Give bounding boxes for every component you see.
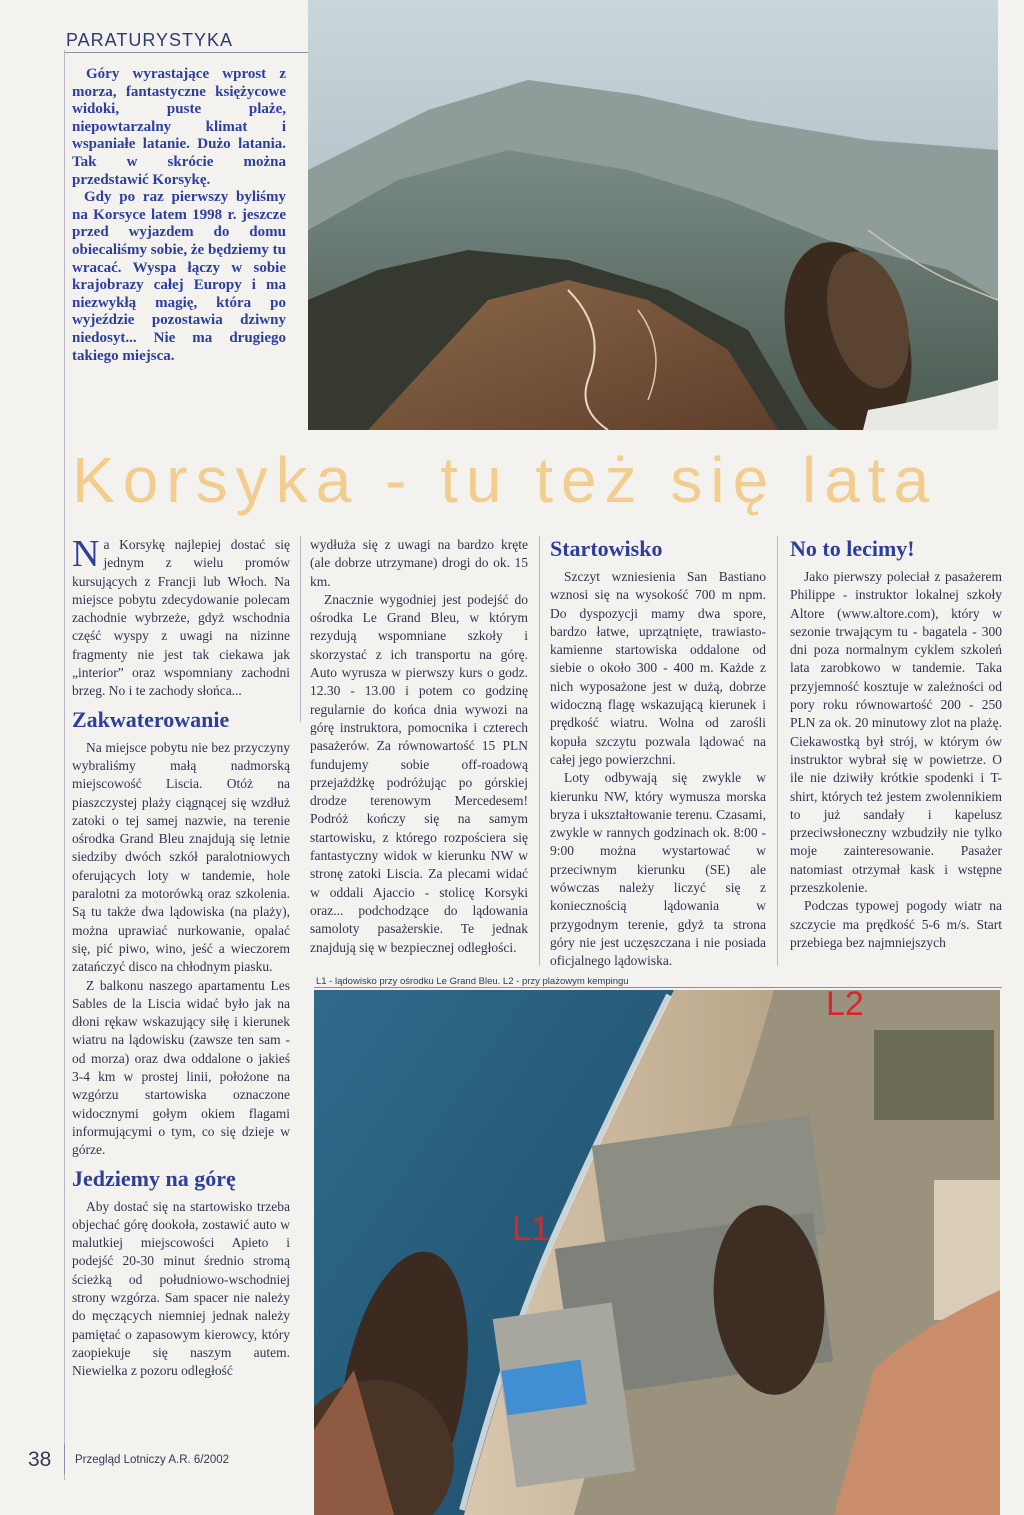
- col3-paragraph-1: Szczyt wzniesienia San Bastiano wznosi się na wysokość 700 m npm. Do dyspozycji mamy dwa spore, bardzo łatwe, uprzątnięte, trawiasto-kamienne startowiska oddalone od siebie o około 300 - 400 m. Każde z nich wyposażone jest w dużą, dobrze widoczną flagę wskazującą kierunek i prędkość wiatru. Wolna od zarośli kopuła szczytu pozwala lądować na całej jego powierzchni.: [550, 569, 766, 767]
- photo-beach-aerial: [314, 990, 1000, 1515]
- label-l1: L1: [512, 1210, 550, 1248]
- section-header: PARATURYSTYKA: [66, 30, 234, 50]
- column-divider-1: [300, 536, 301, 722]
- drop-cap: N: [72, 533, 100, 575]
- header-rule: [64, 52, 310, 53]
- col2-paragraph-1: wydłuża się z uwagi na bardzo kręte (ale dobrze utrzymane) drogi do ok. 15 km.: [310, 537, 528, 589]
- heading-startowisko: Startowisko: [550, 536, 663, 561]
- label-l2: L2: [826, 990, 864, 1023]
- footer-divider: [64, 1444, 65, 1474]
- col3-paragraph-2: Loty odbywają się zwykle w kierunku NW, który wymusza morska bryza i ukształtowanie terenu. Czasami, zwykle w rannych godzinach ok. 8:00 - 9:00 można wystartować w przeciwnym kierunku (SE) ale wówczas należy liczyć się z koniecznością lądowania w przygodnym terenie, gdyż ta strona góry nie jest uczęszczana i nie posiada oficjalnego lądowiska.: [550, 770, 766, 969]
- col1-paragraph-1-text: a Korsykę najlepiej dostać się jednym z wielu promów kursujących z Francji lub Włoch. Na miejsce pobytu zdecydowanie polecam zachodnie wybrzeże, gdyż wschodnia część wyspy z uwagi na nizinne fragmenty nie jest tak ciekawa jak „interior” oraz wspomniany zachodni brzeg. No i te zachody słońca...: [72, 537, 290, 699]
- heading-zakwaterowanie: Zakwaterowanie: [72, 706, 230, 732]
- col4-paragraph-1: Jako pierwszy poleciał z pasażerem Philippe - instruktor lokalnej szkoły Altore (www.altore.com), który w sezonie trwającym tu - bagatela - 300 dni poza normalnym cyklem szkoleń lata zarobkowo w tandemie. Taka przyjemność kosztuje w zależności od pory roku równowartość 200 - 250 PLN za ok. 20 minutowy zlot na plażę. Ciekawostką był strój, w którym ów instruktor wybrał się w powietrze. O ile nie dziwiły krótkie spodenki i T-shirt, których też jestem zwolennikiem to już sandały i kapelusz przeciwsłoneczny wzbudziły nie tylko moje zainteresowanie. Pasażer natomiast otrzymał kask i wstępne przeszkolenie.: [790, 569, 1002, 896]
- page-number: 38: [28, 1448, 52, 1471]
- article-title: Korsyka - tu też się lata: [72, 444, 938, 516]
- lead-paragraph: [72, 66, 286, 365]
- lead-text-2: Gdy po raz pierwszy byliśmy na Korsyce latem 1998 r. jeszcze przed wyjazdem do domu obiecaliśmy sobie, że będziemy tu wracać. Wyspa łączy w sobie krajobrazy całej Europy i ma niezwykłą magię, która po wyjeździe pozostawia dziwny niedosyt... Nie ma drugiego takiego miejsca.: [72, 189, 286, 364]
- left-margin-rule: [64, 50, 65, 1480]
- caption-rule: [314, 987, 1002, 988]
- column-3: [550, 536, 766, 971]
- column-1: [72, 533, 290, 1380]
- heading-jedziemy-na-gore: Jedziemy na górę: [72, 1165, 236, 1191]
- lead-text-1: Góry wyrastające wprost z morza, fantastyczne księżycowe widoki, puste plaże, niepowtarzalny klimat i wspaniałe latanie. Dużo latania. Tak w skrócie można przedstawić Korsykę.: [72, 66, 286, 188]
- col1-paragraph-3: Z balkonu naszego apartamentu Les Sables de la Liscia widać było jak na dłoni rękaw wskazujący siłę i kierunek wiatru na lądowisku (zawsze ten sam - od morza) oraz dwa oddalone o jakieś 3-4 km w prostej linii, położone na wzgórzu startowiska oznaczone widocznymi gołym okiem flagami informującymi o tym, co się dzieje w górze.: [72, 977, 290, 1158]
- photo-caption: L1 - lądowisko przy ośrodku Le Grand Bleu. L2 - przy plażowym kempingu: [316, 976, 629, 987]
- column-4: [790, 536, 1002, 952]
- heading-no-to-lecimy: No to lecimy!: [790, 536, 915, 561]
- column-divider-2: [539, 536, 540, 966]
- column-divider-3: [777, 536, 778, 966]
- magazine-name: Przegląd Lotniczy A.R. 6/2002: [75, 1454, 230, 1466]
- photo-mountains-aerial: [308, 0, 998, 430]
- col4-paragraph-2: Podczas typowej pogody wiatr na szczycie ma prędkość 5-6 m/s. Start przebiega bez najmniejszych: [790, 898, 1002, 950]
- col2-paragraph-2: Znacznie wygodniej jest podejść do ośrodka Le Grand Bleu, w którym rezydują wspomniane szkoły i skorzystać z ich transportu na górę. Auto wyrusza w pierwszy kurs o godz. 12.30 - 13.00 i potem co godzinę regularnie do końca dnia wywozi na górę instruktora, pomocnika i czterech pasażerów. Za równowartość 15 PLN fundujemy sobie off-roadową przejażdżkę podróżując po górskiej drodze terenowym Mercedesem! Podróż kończy się na samym startowisku, z którego rozpościera się fantastyczny widok w kierunku NW w stronę zatoki Liscia. Za plecami widać w oddali Ajaccio - stolicę Korsyki oraz... podchodzące do lądowania samoloty pasażerskie. Te jednak znajdują się w bezpiecznej odległości.: [310, 591, 528, 955]
- col1-paragraph-1: [72, 533, 290, 701]
- col1-paragraph-2: Na miejsce pobytu nie bez przyczyny wybraliśmy małą nadmorską miejscowość Liscia. Otóż na piaszczystej plaży ciągnącej się wzdłuż zatoki o tej samej nazwie, na terenie ośrodka Grand Bleu znajdują się letnie siedziby dwóch szkół paralotniowych oferujących loty w tandemie, hole paralotni za motorówką oraz szkolenia. Są tu także dwa lądowiska (na plaży), można uprawiać nurkowanie, opalać się, pić piwo, wino, jeść a wieczorem zatańczyć disco na chłodnym piasku.: [72, 739, 290, 975]
- column-2: [310, 536, 528, 957]
- col1-paragraph-4: Aby dostać się na startowisko trzeba objechać górę dookoła, zostawić auto w malutkiej miejscowości Apieto i podejść 20-30 minut średnio stromą ścieżką od południowo-wschodniej strony wzgórza. Sam spacer nie należy do męczących niemniej jednak należy pamiętać o zapasowym kierowcy, który zaopiekuje się naszym autem. Niewielka z pozoru odległość: [72, 1198, 290, 1379]
